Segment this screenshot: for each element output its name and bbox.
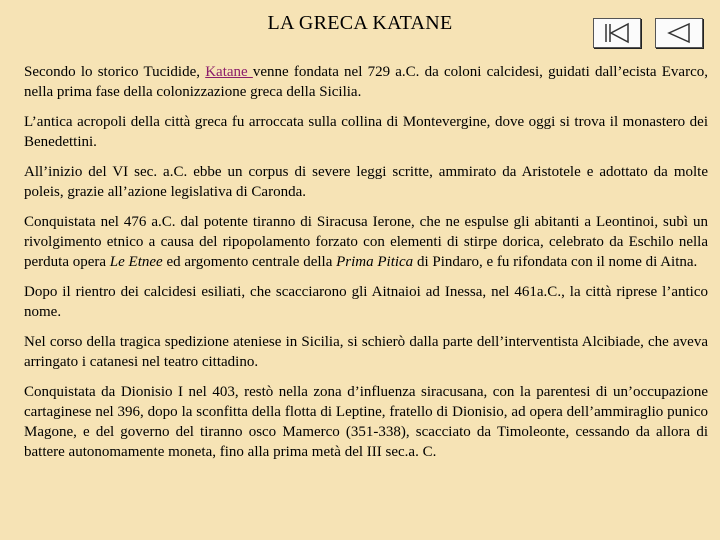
paragraph-text: ed argomento centrale della bbox=[162, 254, 337, 270]
previous-slide-button[interactable] bbox=[655, 18, 703, 48]
paragraph-laws: All’inizio del VI sec. a.C. ebbe un corpus di severe leggi scritte, ammirato da Aristotele e adottato da molte poleis, grazie all’azione legislativa di Caronda. bbox=[24, 164, 708, 200]
paragraph-text: Secondo lo storico Tucidide, bbox=[24, 64, 206, 80]
paragraph-text: Conquistata nel 476 a.C. dal potente tiranno di Siracusa Ierone, che ne espulse gli abitanti a Leontinoi, subì un rivolgimento etnico a causa del ripopolamento forzato con elementi di stirpe dorica, celebrato da Eschilo nella perduta opera bbox=[24, 214, 708, 270]
paragraph-dionisio: Conquistata da Dionisio I nel 403, restò nella zona d’influenza siracusana, con la parentesi di un’occupazione cartaginese nel 396, dopo la sconfitta della flotta di Leptine, fratello di Dionisio, ad opera dell’ammiraglio punico Magone, e del governo del tiranno osco Mamerco (351-338), scacciato da Timoleonte, cessando da allora di battere autonomamente moneta, fino alla prima metà del III sec.a. C. bbox=[24, 384, 708, 460]
work-title-pitica: Prima Pitica bbox=[336, 254, 414, 270]
katane-link[interactable]: Katane bbox=[205, 64, 253, 80]
first-slide-button[interactable] bbox=[593, 18, 641, 48]
previous-slide-icon bbox=[656, 19, 702, 47]
main-content bbox=[24, 62, 708, 472]
work-title-etnee: Le Etnee bbox=[109, 254, 163, 270]
paragraph-acropolis: L’antica acropoli della città greca fu arroccata sulla collina di Montevergine, dove oggi si trova il monastero dei Benedettini. bbox=[24, 114, 708, 150]
paragraph-foundation bbox=[24, 62, 708, 102]
first-slide-icon bbox=[594, 19, 640, 47]
paragraph-expedition: Nel corso della tragica spedizione ateniese in Sicilia, si schierò dalla parte dell’interventista Alcibiade, che aveva arringato i catanesi nel teatro cittadino. bbox=[24, 334, 708, 370]
page-title: LA GRECA KATANE bbox=[267, 12, 453, 34]
paragraph-conquest-ierone bbox=[24, 212, 708, 272]
paragraph-text: venne fondata nel 729 a.C. da coloni calcidesi, guidati dall’ecista Evarco, nella prima fase della colonizzazione greca della Sicilia. bbox=[24, 64, 708, 100]
paragraph-text: di Pindaro, e fu rifondata con il nome di Aitna. bbox=[413, 254, 698, 270]
paragraph-return: Dopo il rientro dei calcidesi esiliati, che scacciarono gli Aitnaioi ad Inessa, nel 461a.C., la città riprese l’antico nome. bbox=[24, 284, 708, 320]
